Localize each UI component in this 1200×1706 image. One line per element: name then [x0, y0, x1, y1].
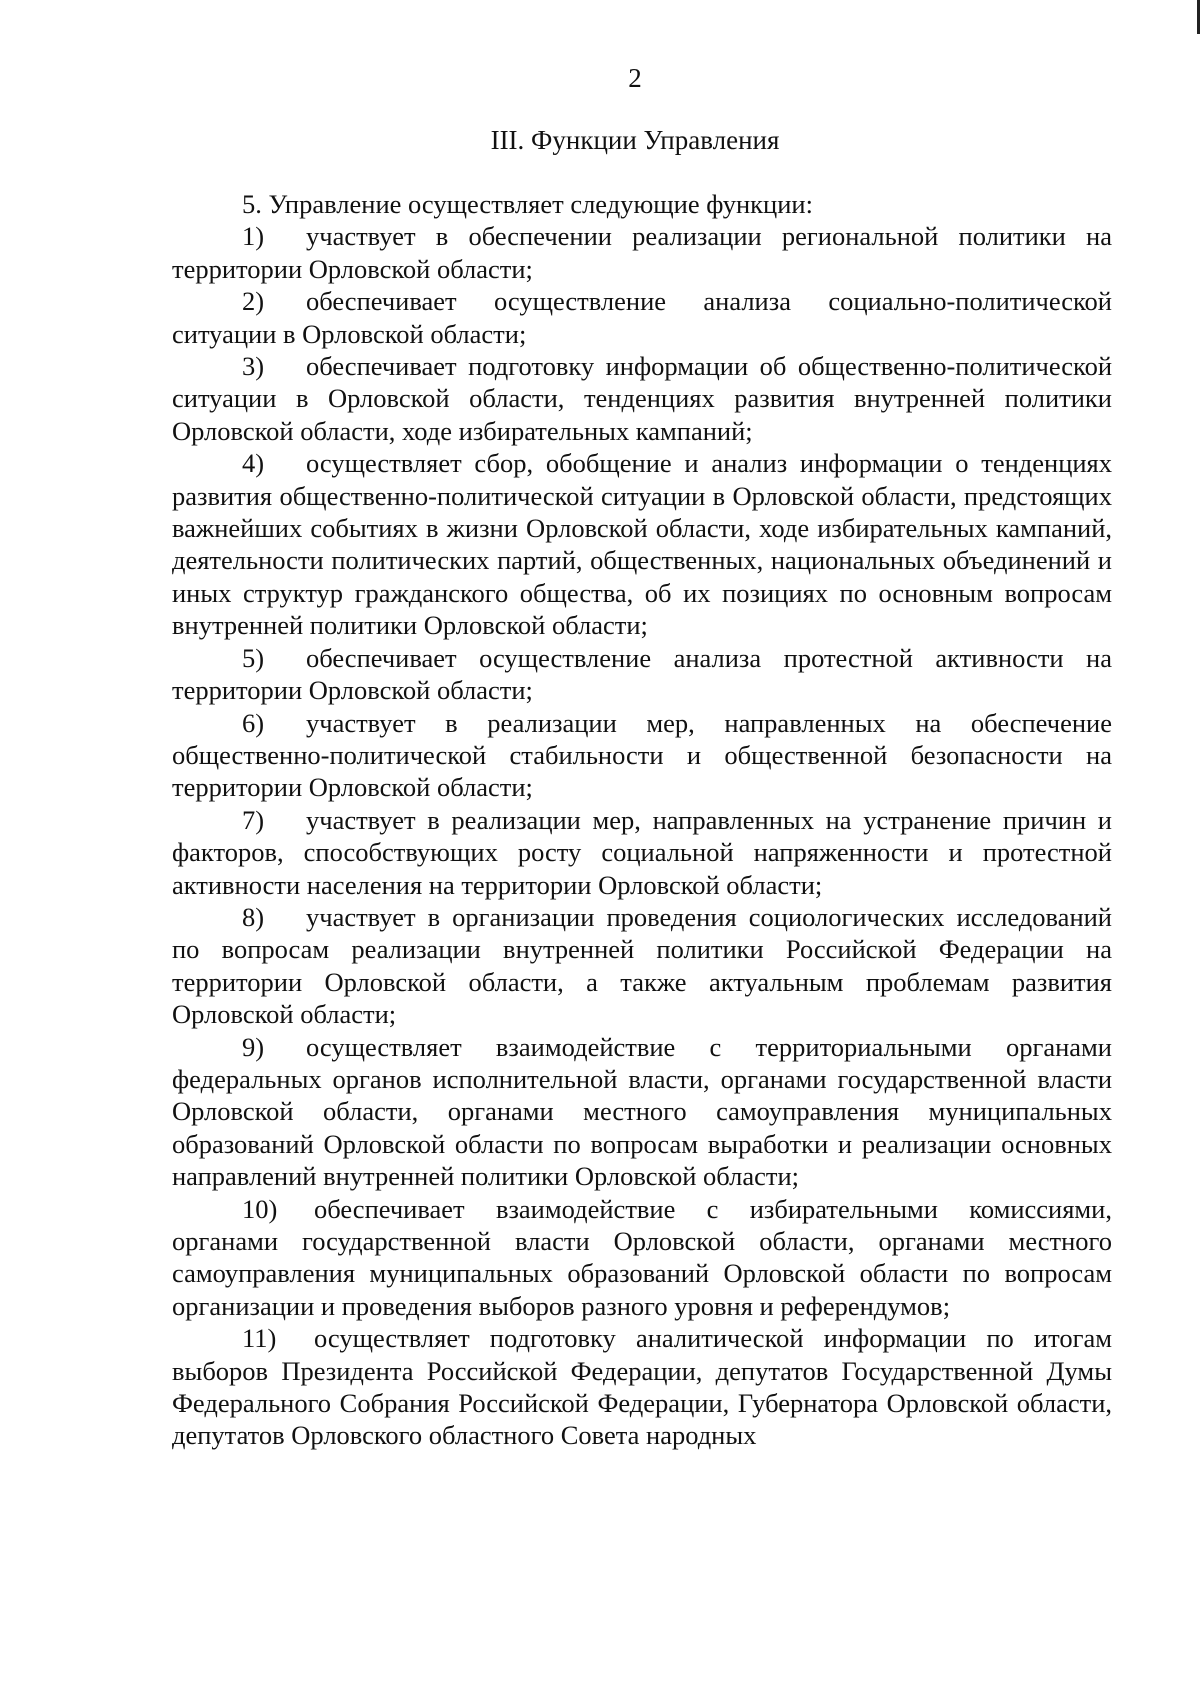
- item-text: осуществляет подготовку аналитической информации по итогам выборов Президента Российской Федерации, депутатов Государственной Думы Федерального Собрания Российской Федерации, Губернатора Орловской области, депутатов Орловского областного Совета народных: [172, 1323, 1112, 1451]
- item-number: 10): [242, 1193, 278, 1224]
- list-item-9: [172, 1031, 1112, 1193]
- list-item-10: [172, 1193, 1112, 1323]
- item-text: участвует в обеспечении реализации региональной политики на территории Орловской области;: [172, 221, 1112, 284]
- page-number: 2: [628, 63, 642, 93]
- list-item-7: [172, 804, 1112, 901]
- item-text: участвует в организации проведения социологических исследований по вопросам реализации внутренней политики Российской Федерации на территории Орловской области, а также актуальным проблемам развития Орловской области;: [172, 901, 1112, 1030]
- item-text: осуществляет взаимодействие с территориальными органами федеральных органов исполнительной власти, органами государственной власти Орловской области, органами местного самоуправления муниципальных образований Орловской области по вопросам выработки и реализации основных направлений внутренней политики Орловской области;: [172, 1031, 1112, 1192]
- list-item-5: [172, 642, 1112, 707]
- list-item-8: [172, 901, 1112, 1031]
- document-body: [172, 188, 1112, 1452]
- list-item-6: [172, 707, 1112, 804]
- item-number: 6): [242, 707, 265, 738]
- list-item-4: [172, 447, 1112, 641]
- item-text: обеспечивает осуществление анализа социально-политической ситуации в Орловской области;: [172, 286, 1112, 349]
- section-title: III. Функции Управления: [490, 125, 780, 155]
- list-item-11: [172, 1322, 1112, 1452]
- item-text: участвует в реализации мер, направленных на обеспечение общественно-политической стабильности и общественной безопасности на территории Орловской области;: [172, 707, 1112, 803]
- item-number: 4): [242, 448, 265, 479]
- item-text: обеспечивает подготовку информации об общественно-политической ситуации в Орловской области, тенденциях развития внутренней политики Орловской области, ходе избирательных кампаний;: [172, 351, 1112, 446]
- list-item-1: [172, 220, 1112, 285]
- item-text: участвует в реализации мер, направленных на устранение причин и факторов, способствующих росту социальной напряженности и протестной активности населения на территории Орловской области;: [172, 804, 1112, 900]
- item-text: обеспечивает осуществление анализа протестной активности на территории Орловской области;: [172, 642, 1112, 706]
- list-item-2: [172, 285, 1112, 350]
- item-text: обеспечивает взаимодействие с избирательными комиссиями, органами государственной власти Орловской области, органами местного самоуправления муниципальных образований Орловской области по вопросам организации и проведения выборов разного уровня и референдумов;: [172, 1193, 1112, 1321]
- item-number: 2): [242, 286, 265, 317]
- item-number: 11): [242, 1323, 277, 1354]
- item-text: осуществляет сбор, обобщение и анализ информации о тенденциях развития общественно-политической ситуации в Орловской области, предстоящих важнейших событиях в жизни Орловской области, ходе избирательных кампаний, деятельности политических партий, общественных, национальных объединений и иных структур гражданского общества, об их позициях по основным вопросам внутренней политики Орловской области;: [172, 448, 1112, 641]
- item-number: 5): [242, 642, 265, 673]
- item-number: 7): [242, 804, 265, 835]
- item-number: 8): [242, 901, 265, 932]
- intro-paragraph: 5. Управление осуществляет следующие функции:: [242, 189, 813, 219]
- item-number: 9): [242, 1031, 265, 1062]
- list-item-3: [172, 350, 1112, 447]
- item-number: 3): [242, 351, 265, 382]
- item-number: 1): [242, 221, 265, 252]
